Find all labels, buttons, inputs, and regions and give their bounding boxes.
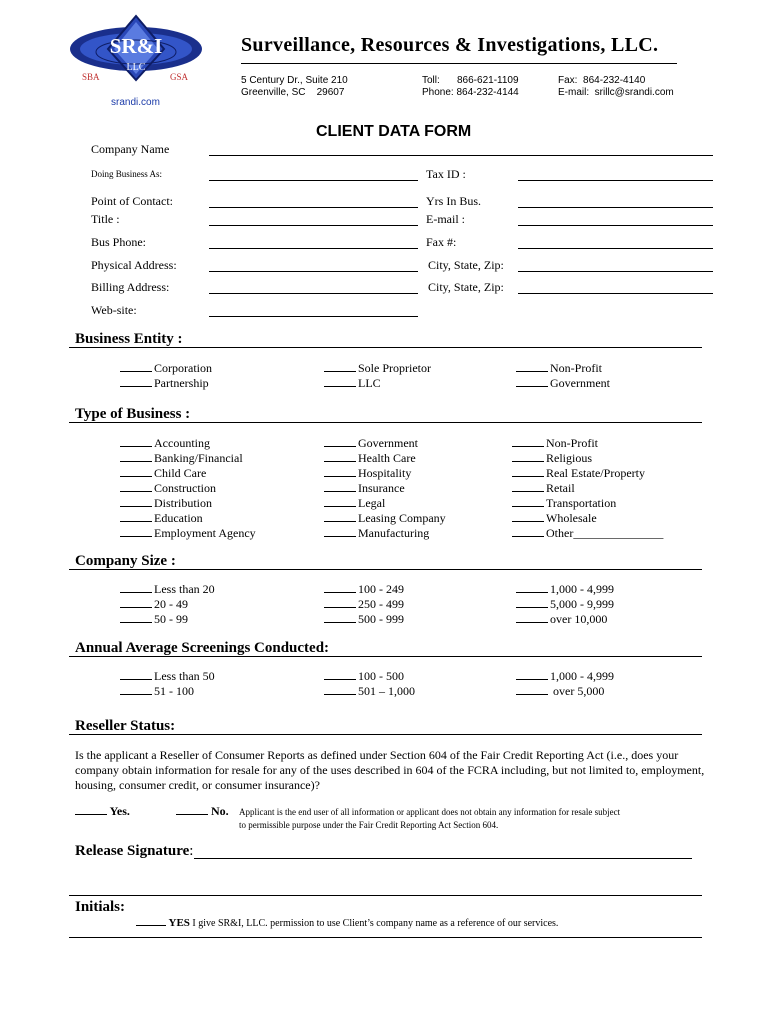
logo-main-text: SR&I <box>109 34 163 58</box>
option-blank[interactable] <box>120 496 152 507</box>
option-label: 51 - 100 <box>154 684 194 698</box>
checkbox-option[interactable] <box>324 597 404 612</box>
checkbox-option[interactable] <box>120 496 256 511</box>
checkbox-option[interactable] <box>512 466 663 481</box>
screenings-rule <box>69 656 702 657</box>
option-label: Legal <box>358 496 386 510</box>
option-blank[interactable] <box>120 597 152 608</box>
email-label: E-mail : <box>426 212 465 226</box>
address-line-1: 5 Century Dr., Suite 210 <box>241 75 348 86</box>
option-label: Transportation <box>546 496 617 510</box>
option-blank[interactable] <box>516 597 548 608</box>
option-label: Leasing Company <box>358 511 446 525</box>
business-entity-col-2 <box>324 361 431 391</box>
option-blank[interactable] <box>120 451 152 462</box>
checkbox-option[interactable] <box>120 669 215 684</box>
option-blank[interactable] <box>120 582 152 593</box>
reseller-yes-label: Yes. <box>109 804 130 818</box>
option-label: 20 - 49 <box>154 597 188 611</box>
checkbox-option[interactable] <box>120 481 256 496</box>
option-blank[interactable] <box>120 466 152 477</box>
checkbox-option[interactable] <box>120 526 256 541</box>
reseller-title: Reseller Status: <box>75 718 176 734</box>
address-line-2: Greenville, SC 29607 <box>241 87 345 98</box>
release-rule <box>69 895 702 896</box>
reseller-note-2: to permissible purpose under the Fair Credit Reporting Act Section 604. <box>239 820 499 830</box>
option-label: Other_______________ <box>546 526 664 540</box>
option-blank[interactable] <box>512 466 544 477</box>
option-label: 100 - 249 <box>358 582 404 596</box>
checkbox-option[interactable] <box>324 451 446 466</box>
checkbox-option[interactable]: Corporation <box>120 361 212 376</box>
tax-id-label: Tax ID : <box>426 167 466 181</box>
company-size-col-2 <box>324 582 404 627</box>
company-size-col-3 <box>516 582 614 627</box>
option-label: Child Care <box>154 466 207 480</box>
initials-option[interactable] <box>136 916 558 929</box>
option-label: 500 - 999 <box>358 612 404 626</box>
option-blank[interactable] <box>324 481 356 492</box>
city-state-zip-field-2[interactable] <box>518 293 713 294</box>
option-label: Accounting <box>154 436 210 450</box>
fax-label: Fax #: <box>426 235 457 249</box>
checkbox-option[interactable]: Government <box>516 376 610 391</box>
option-blank[interactable] <box>324 496 356 507</box>
option-blank[interactable] <box>120 436 152 447</box>
option-label: Retail <box>546 481 575 495</box>
email-address: E-mail: srillc@srandi.com <box>558 87 674 98</box>
option-label: 100 - 500 <box>358 669 404 683</box>
option-label: Government <box>358 436 418 450</box>
reseller-no-option[interactable] <box>176 804 229 819</box>
website-field[interactable] <box>209 316 418 317</box>
checkbox-option[interactable] <box>512 511 663 526</box>
option-label: Education <box>154 511 203 525</box>
bus-phone-field[interactable] <box>209 248 418 249</box>
poc-field[interactable] <box>209 207 418 208</box>
billing-address-label: Billing Address: <box>91 280 170 294</box>
website-link[interactable]: srandi.com <box>111 97 160 108</box>
option-blank[interactable] <box>512 511 544 522</box>
option-blank[interactable] <box>324 466 356 477</box>
title-field[interactable] <box>209 225 418 226</box>
type-of-business-title: Type of Business : <box>75 406 191 422</box>
initials-rule <box>69 937 702 938</box>
checkbox-option[interactable] <box>512 496 663 511</box>
option-label: 5,000 - 9,999 <box>550 597 614 611</box>
company-name-heading: Surveillance, Resources & Investigations, LLC. <box>241 34 659 56</box>
checkbox-option[interactable] <box>512 526 663 541</box>
option-label: Hospitality <box>358 466 412 480</box>
option-label: Distribution <box>154 496 213 510</box>
option-blank[interactable] <box>512 496 544 507</box>
option-blank[interactable] <box>512 436 544 447</box>
reseller-yes-option[interactable] <box>75 804 130 819</box>
checkbox-option[interactable] <box>512 481 663 496</box>
checkbox-option[interactable] <box>516 612 614 627</box>
title-label: Title : <box>91 212 120 226</box>
toll-label: Toll: <box>422 75 440 86</box>
option-blank[interactable] <box>324 451 356 462</box>
business-entity-col-1 <box>120 361 212 391</box>
checkbox-option[interactable]: Non-Profit <box>516 361 610 376</box>
reseller-rule <box>69 734 702 735</box>
form-title: CLIENT DATA FORM <box>316 123 472 140</box>
option-label: over 10,000 <box>550 612 608 626</box>
type-of-business-col-3 <box>512 436 663 541</box>
company-name-field[interactable] <box>209 155 713 156</box>
website-label: Web-site: <box>91 303 137 317</box>
checkbox-option[interactable] <box>324 669 415 684</box>
logo-sub-text: LLC <box>126 62 146 73</box>
dba-field[interactable] <box>209 180 418 181</box>
option-label: 1,000 - 4,999 <box>550 582 614 596</box>
option-label: over 5,000 <box>550 684 605 698</box>
option-blank[interactable] <box>324 582 356 593</box>
option-label: Religious <box>546 451 593 465</box>
checkbox-option[interactable] <box>324 511 446 526</box>
type-of-business-rule <box>69 422 702 423</box>
checkbox-option[interactable] <box>324 436 446 451</box>
checkbox-option[interactable] <box>120 597 215 612</box>
option-label: Construction <box>154 481 216 495</box>
poc-label: Point of Contact: <box>91 194 173 208</box>
checkbox-option[interactable] <box>120 612 215 627</box>
option-label: Insurance <box>358 481 405 495</box>
screenings-title: Annual Average Screenings Conducted: <box>75 640 330 656</box>
option-blank[interactable] <box>120 526 152 537</box>
checkbox-option[interactable] <box>512 451 663 466</box>
option-blank[interactable] <box>120 612 152 623</box>
option-label: Employment Agency <box>154 526 256 540</box>
option-blank[interactable] <box>512 526 544 537</box>
option-blank[interactable] <box>324 684 356 695</box>
option-label: 501 – 1,000 <box>358 684 415 698</box>
company-size-rule <box>69 569 702 570</box>
initials-yes-label: YES <box>168 917 190 929</box>
checkbox-option[interactable]: Sole Proprietor <box>324 361 431 376</box>
checkbox-option[interactable] <box>324 466 446 481</box>
reseller-question: Is the applicant a Reseller of Consumer Reports as defined under Section 604 of the Fair Credit Reporting Act (i.e., does your company obtain information for resale for any of the uses described in 604 of the FCRA including, but not limited to, employment, housing, consumer credit, or consumer insurance)? <box>75 748 705 792</box>
type-of-business-col-2 <box>324 436 446 541</box>
checkbox-option[interactable] <box>516 684 614 699</box>
option-label: Health Care <box>358 451 416 465</box>
checkbox-option[interactable] <box>324 684 415 699</box>
fax-field[interactable] <box>518 248 713 249</box>
phone-number: Phone: 864-232-4144 <box>422 87 519 98</box>
city-state-zip-label-2: City, State, Zip: <box>428 280 504 294</box>
option-blank[interactable] <box>120 511 152 522</box>
option-blank[interactable] <box>324 669 356 680</box>
option-blank[interactable] <box>516 612 548 623</box>
screenings-col-1 <box>120 669 215 699</box>
checkbox-option[interactable]: LLC <box>324 376 431 391</box>
dba-label: Doing Business As: <box>91 169 163 179</box>
option-blank[interactable] <box>512 451 544 462</box>
company-logo <box>68 14 204 94</box>
company-name-label: Company Name <box>91 142 170 156</box>
option-label: 50 - 99 <box>154 612 188 626</box>
checkbox-option[interactable] <box>324 612 404 627</box>
release-signature-field[interactable] <box>194 858 692 859</box>
checkbox-option[interactable] <box>120 466 256 481</box>
option-blank[interactable] <box>324 597 356 608</box>
reseller-note-1: Applicant is the end user of all information or applicant does not obtain any information for resale subject <box>239 807 621 817</box>
option-blank[interactable] <box>516 582 548 593</box>
checkbox-option[interactable] <box>120 684 215 699</box>
option-label: Less than 20 <box>154 582 215 596</box>
business-entity-col-3 <box>516 361 610 391</box>
option-blank[interactable] <box>120 481 152 492</box>
fax-number: Fax: 864-232-4140 <box>558 75 646 86</box>
checkbox-option[interactable] <box>516 582 614 597</box>
city-state-zip-label-1: City, State, Zip: <box>428 258 504 272</box>
option-blank[interactable] <box>120 669 152 680</box>
option-blank[interactable] <box>512 481 544 492</box>
option-blank[interactable] <box>324 526 356 537</box>
logo-sba: SBA <box>82 72 100 82</box>
option-label: Wholesale <box>546 511 597 525</box>
option-label: Real Estate/Property <box>546 466 645 480</box>
business-entity-rule <box>69 347 702 348</box>
option-label: 1,000 - 4,999 <box>550 669 614 683</box>
screenings-col-2 <box>324 669 415 699</box>
option-blank[interactable] <box>324 511 356 522</box>
initials-title: Initials: <box>75 899 126 915</box>
checkbox-option[interactable] <box>120 582 215 597</box>
checkbox-option[interactable]: Partnership <box>120 376 212 391</box>
checkbox-option[interactable] <box>120 451 256 466</box>
option-blank[interactable] <box>324 612 356 623</box>
reseller-no-label: No. <box>211 804 229 818</box>
checkbox-option[interactable] <box>324 496 446 511</box>
checkbox-option[interactable] <box>512 436 663 451</box>
bus-phone-label: Bus Phone: <box>91 235 147 249</box>
option-label: Non-Profit <box>546 436 598 450</box>
checkbox-option[interactable] <box>120 436 256 451</box>
option-blank[interactable] <box>324 436 356 447</box>
yrs-field[interactable] <box>518 207 713 208</box>
initials-blank[interactable] <box>136 916 166 926</box>
physical-address-label: Physical Address: <box>91 258 177 272</box>
company-size-title: Company Size : <box>75 553 176 569</box>
yrs-label: Yrs In Bus. <box>426 194 482 208</box>
screenings-col-3 <box>516 669 614 699</box>
option-blank[interactable] <box>120 684 152 695</box>
option-blank[interactable] <box>516 684 548 695</box>
release-signature-label: Release Signature: <box>75 843 194 859</box>
physical-address-field[interactable] <box>209 271 418 272</box>
checkbox-option[interactable] <box>324 526 446 541</box>
header-underline <box>241 63 677 64</box>
initials-text: I give SR&I, LLC. permission to use Client’s company name as a reference of our services. <box>192 918 559 929</box>
type-of-business-col-1 <box>120 436 256 541</box>
option-label: 250 - 499 <box>358 597 404 611</box>
business-entity-title: Business Entity : <box>75 331 183 347</box>
tax-id-field[interactable] <box>518 180 713 181</box>
checkbox-option[interactable] <box>324 481 446 496</box>
option-label: Banking/Financial <box>154 451 243 465</box>
company-size-col-1 <box>120 582 215 627</box>
toll-number: 866-621-1109 <box>457 75 519 86</box>
city-state-zip-field-1[interactable] <box>518 271 713 272</box>
option-label: Manufacturing <box>358 526 430 540</box>
logo-gsa: GSA <box>170 72 189 82</box>
billing-address-field[interactable] <box>209 293 418 294</box>
checkbox-option[interactable] <box>516 669 614 684</box>
option-blank[interactable] <box>516 669 548 680</box>
option-label: Less than 50 <box>154 669 215 683</box>
email-field[interactable] <box>518 225 713 226</box>
checkbox-option[interactable] <box>120 511 256 526</box>
checkbox-option[interactable] <box>516 597 614 612</box>
checkbox-option[interactable] <box>324 582 404 597</box>
